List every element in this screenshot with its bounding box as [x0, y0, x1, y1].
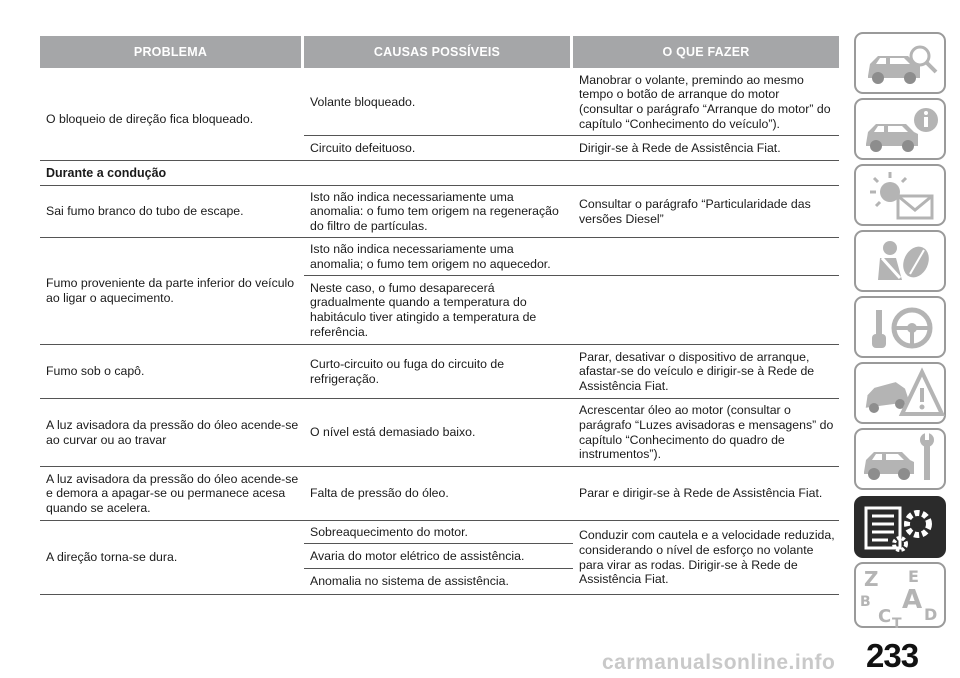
table-cell-action: Acrescentar óleo ao motor (consultar o parágrafo “Luzes avisadoras e mensagens” do capítulo “Conhecimento do quadro de instrumentos”). — [579, 403, 834, 462]
table-cell-cause: Avaria do motor elétrico de assistência. — [310, 548, 525, 563]
table-cell-action: Conduzir com cautela e a velocidade reduzida, considerando o nível de esforço no volante para virar as rodas. Dirigir-se à Rede de Assistência Fiat. — [579, 528, 835, 587]
chapter-tab-knowing-the-car[interactable] — [854, 32, 946, 94]
car-magnifier-icon — [856, 34, 948, 96]
chapter-tab-index[interactable] — [854, 562, 946, 628]
car-wrench-icon — [856, 430, 948, 492]
watermark: carmanualsonline.info — [602, 651, 836, 674]
table-cell-action: Consultar o parágrafo “Particularidade das versões Diesel” — [579, 196, 811, 226]
car-accident-warning-icon — [856, 364, 948, 426]
table-cell-cause: Neste caso, o fumo desaparecerá gradualmente quando a temperatura do habitáculo tiver atingido a temperatura de referência. — [310, 280, 537, 339]
index-letter: E — [908, 567, 919, 586]
chapter-tab-dashboard[interactable] — [854, 98, 946, 160]
table-cell-problem: A direção torna-se dura. — [46, 550, 178, 565]
index-letter: C — [878, 606, 892, 627]
table-cell-cause: Volante bloqueado. — [310, 94, 416, 109]
chapter-tab-maintenance[interactable] — [854, 428, 946, 490]
section-title: Durante a condução — [46, 166, 167, 180]
page-number: 233 — [866, 637, 919, 674]
list-gear-icon — [856, 498, 948, 560]
table-cell-cause: Circuito defeituoso. — [310, 140, 416, 155]
header-actions: O QUE FAZER — [573, 36, 839, 68]
table-cell-problem: A luz avisadora da pressão do óleo acende-se ao curvar ou ao travar — [46, 417, 299, 447]
header-problem: PROBLEMA — [40, 36, 301, 68]
table-cell-action: Manobrar o volante, premindo ao mesmo tempo o botão de arranque do motor (consultar o parágrafo “Arranque do motor” do capítulo “Conhecimento do veículo”). — [579, 72, 831, 131]
seatbelt-airbag-icon — [856, 232, 948, 294]
table-cell-problem: Fumo sob o capô. — [46, 364, 145, 379]
table-cell-action: Parar e dirigir-se à Rede de Assistência Fiat. — [579, 486, 823, 501]
row-divider — [40, 594, 839, 595]
alphabet-index-icon — [856, 564, 948, 630]
table-cell-action: Dirigir-se à Rede de Assistência Fiat. — [579, 140, 781, 155]
table-cell-problem: Sai fumo branco do tubo de escape. — [46, 204, 244, 219]
car-info-icon — [856, 100, 948, 162]
header-causes: CAUSAS POSSÍVEIS — [304, 36, 570, 68]
chapter-tab-emergency[interactable] — [854, 362, 946, 424]
chapter-tab-safety[interactable] — [854, 230, 946, 292]
index-letter: T — [892, 616, 902, 630]
index-letter: A — [902, 585, 923, 615]
table-cell-action: Parar, desativar o dispositivo de arranque, afastar-se do veículo e dirigir-se à Rede de Assistência Fiat. — [579, 349, 815, 393]
table-cell-problem: Fumo proveniente da parte inferior do veículo ao ligar o aquecimento. — [46, 276, 295, 305]
table-cell-problem: O bloqueio de direção fica bloqueado. — [46, 111, 254, 126]
chapter-tab-technical-data[interactable] — [854, 496, 946, 558]
table-cell-cause: Falta de pressão do óleo. — [310, 486, 449, 501]
table-cell-cause: Anomalia no sistema de assistência. — [310, 573, 509, 588]
table-cell-cause: Isto não indica necessariamente uma anomalia; o fumo tem origem no aquecedor. — [310, 241, 551, 271]
index-letter: B — [860, 594, 871, 610]
chapter-tab-starting-driving[interactable] — [854, 296, 946, 358]
index-letter: D — [924, 605, 938, 624]
key-steering-wheel-icon — [856, 298, 948, 360]
table-cell-cause: Isto não indica necessariamente uma anomalia: o fumo tem origem na regeneração do filtro de partículas. — [310, 189, 559, 233]
table-cell-problem: A luz avisadora da pressão do óleo acende-se e demora a apagar-se ou permanece acesa quando se acelera. — [46, 471, 299, 515]
table-cell-cause: Curto-circuito ou fuga do circuito de refrigeração. — [310, 356, 505, 386]
table-cell-cause: Sobreaquecimento do motor. — [310, 524, 468, 539]
table-header — [40, 36, 839, 68]
table-cell-cause: O nível está demasiado baixo. — [310, 425, 476, 440]
chapter-tab-warning-lights[interactable] — [854, 164, 946, 226]
index-letter: Z — [864, 567, 879, 591]
warning-light-envelope-icon — [856, 166, 948, 228]
